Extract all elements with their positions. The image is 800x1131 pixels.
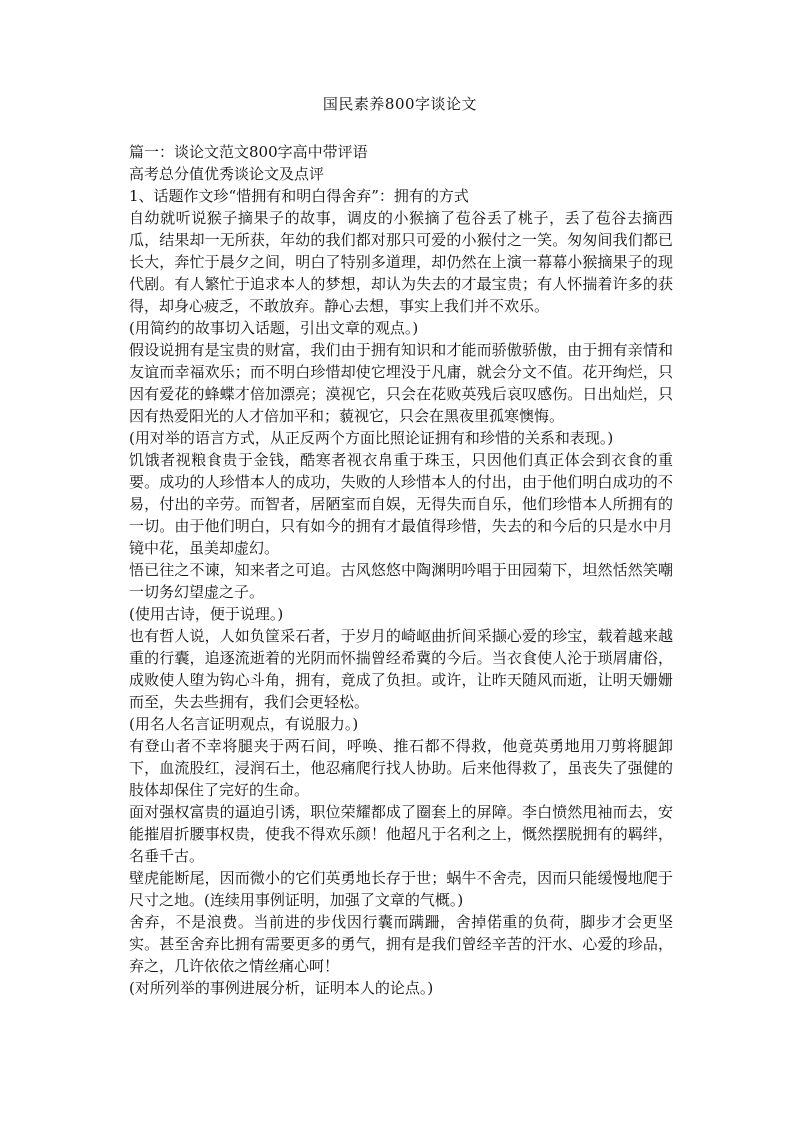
body-paragraph: 舍弃，不是浪费。当前进的步伐因行囊而蹒跚，舍掉偌重的负荷，脚步才会更坚实。甚至舍弃比拥有需要更多的勇气，拥有是我们曾经辛苦的汗水、心爱的珍品，弃之，几许依依之情丝痛心呵！: [129, 913, 673, 975]
document-title: 国民素养800字谈论文: [322, 95, 478, 113]
body-paragraph: 也有哲人说，人如负筐采石者，于岁月的崎岖曲折间采撷心爱的珍宝，载着越来越重的行囊，追逐流逝着的光阴而怀揣曾经希冀的今后。当衣食使人沦于琐屑庸俗，成败使人堕为钩心斗角，拥有，竟成了负担。或许，让昨天随风而逝，让明天姗姗而至，失去些拥有，我们会更轻松。: [129, 627, 673, 711]
body-paragraph: 假设说拥有是宝贵的财富，我们由于拥有知识和才能而骄傲骄傲，由于拥有亲情和友谊而幸福欢乐；而不明白珍惜却使它埋没于凡庸，就会分文不值。花开绚烂，只因有爱花的蜂蝶才倍加漂亮；漠视它，只会在花败英残后哀叹感伤。日出灿烂，只因有热爱阳光的人才倍加平和；藐视它，只会在黑夜里孤寒懊悔。: [129, 341, 673, 425]
section-heading: 1、话题作文珍“惜拥有和明白得舍弃”：拥有的方式: [129, 187, 469, 205]
document-body: [129, 141, 673, 999]
commentary-note: (用名人名言证明观点，有说服力。): [129, 715, 359, 733]
section-heading: 篇一：谈论文范文800字高中带评语: [129, 143, 368, 161]
commentary-note: (使用古诗，便于说理。): [129, 605, 284, 623]
body-paragraph: 有登山者不幸将腿夹于两石间，呼唤、推石都不得救，他竟英勇地用刀剪将腿卸下，血流股红，浸润石土，他忍痛爬行找人协助。后来他得救了，虽丧失了强健的肢体却保住了完好的生命。: [129, 737, 673, 799]
commentary-note: (用简约的故事切入话题，引出文章的观点。): [129, 319, 419, 337]
body-paragraph: 悟已往之不谏，知来者之可追。古风悠悠中陶渊明吟唱于田园菊下，坦然恬然笑嘲一切务幻望虚之子。: [129, 561, 673, 601]
body-paragraph: 面对强权富贵的逼迫引诱，职位荣耀都成了圈套上的屏障。李白愤然甩袖而去，安能摧眉折腰事权贵，使我不得欢乐颜！他超凡于名利之上，慨然摆脱拥有的羁绊，名垂千古。: [129, 803, 673, 865]
section-heading: 高考总分值优秀谈论文及点评: [129, 165, 325, 183]
commentary-note: (对所列举的事例进展分析，证明本人的论点。): [129, 979, 434, 997]
body-paragraph: 壁虎能断尾，因而微小的它们英勇地长存于世；蜗牛不舍壳，因而只能缓慢地爬于尺寸之地。(连续用事例证明，加强了文章的气概。): [129, 869, 673, 909]
body-paragraph: 自幼就听说猴子摘果子的故事，调皮的小猴摘了苞谷丢了桃子，丢了苞谷去摘西瓜，结果却一无所获，年幼的我们都对那只可爱的小猴付之一笑。匆匆间我们都已长大，奔忙于晨夕之间，明白了特别多道理，却仍然在上演一幕幕小猴摘果子的现代剧。有人繁忙于追求本人的梦想，却认为失去的才最宝贵；有人怀揣着许多的获得，却身心疲乏，不敢放弃。静心去想，事实上我们并不欢乐。: [129, 209, 673, 315]
commentary-note: (用对举的语言方式，从正反两个方面比照论证拥有和珍惜的关系和表现。): [129, 429, 614, 447]
body-paragraph: 饥饿者视粮食贵于金钱，酷寒者视衣帛重于珠玉，只因他们真正体会到衣食的重要。成功的人珍惜本人的成功，失败的人珍惜本人的付出，由于他们明白成功的不易，付出的辛劳。而智者，居陋室而自娱，无得失而自乐，他们珍惜本人所拥有的一切。由于他们明白，只有如今的拥有才最值得珍惜，失去的和今后的只是水中月镜中花，虽美却虚幻。: [129, 451, 673, 557]
